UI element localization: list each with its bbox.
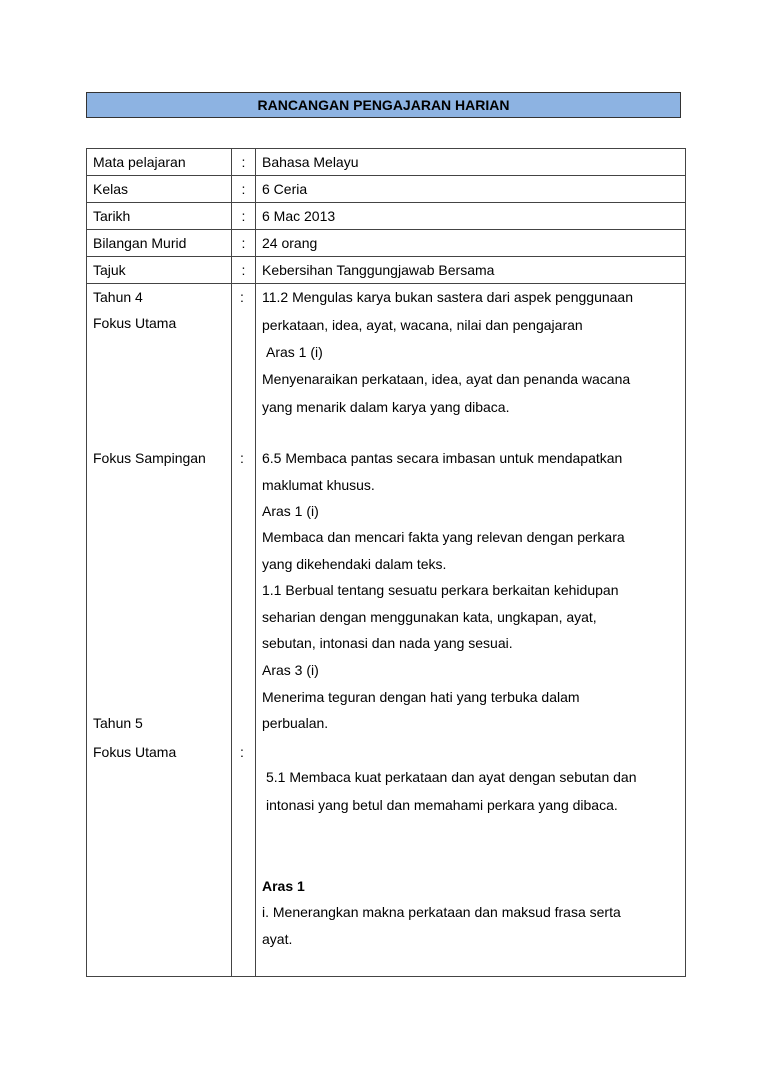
content-line: maklumat khusus. [262, 477, 375, 493]
row-value: 24 orang [256, 230, 686, 257]
table-row [87, 149, 686, 176]
focus-content-cell [256, 284, 686, 977]
focus-labels-cell [87, 284, 232, 977]
row-label: Kelas [87, 176, 232, 203]
label-tahun-4: Tahun 4 [93, 289, 143, 305]
row-separator: : [232, 230, 256, 257]
content-line: yang menarik dalam karya yang dibaca. [262, 399, 510, 415]
label-fokus-utama-2: Fokus Utama [93, 744, 177, 760]
content-line: 5.1 Membaca kuat perkataan dan ayat dengan sebutan dan [266, 769, 637, 785]
row-value: 6 Ceria [256, 176, 686, 203]
content-line: Aras 1 (i) [262, 503, 319, 519]
content-line: i. Menerangkan makna perkataan dan maksud frasa serta [262, 904, 621, 920]
content-line: 11.2 Mengulas karya bukan sastera dari aspek penggunaan [262, 289, 633, 305]
content-line: intonasi yang betul dan memahami perkara yang dibaca. [266, 797, 618, 813]
row-separator: : [240, 450, 244, 466]
row-label: Tajuk [87, 257, 232, 284]
table-row [87, 203, 686, 230]
row-label: Tarikh [87, 203, 232, 230]
row-separator: : [232, 176, 256, 203]
row-label: Bilangan Murid [87, 230, 232, 257]
lesson-info-table [86, 148, 686, 977]
document-title-bar [86, 92, 681, 118]
table-row [87, 257, 686, 284]
content-line: perbualan. [262, 715, 329, 731]
row-value: Bahasa Melayu [256, 149, 686, 176]
row-separator: : [240, 289, 244, 305]
content-line: Aras 3 (i) [262, 662, 319, 678]
label-tahun-5: Tahun 5 [93, 715, 143, 731]
document-title: RANCANGAN PENGAJARAN HARIAN [257, 97, 510, 113]
content-line: yang dikehendaki dalam teks. [262, 556, 447, 572]
row-value: 6 Mac 2013 [256, 203, 686, 230]
content-line: 1.1 Berbual tentang sesuatu perkara berkaitan kehidupan [262, 582, 619, 598]
label-fokus-sampingan: Fokus Sampingan [93, 450, 206, 466]
content-line: Membaca dan mencari fakta yang relevan dengan perkara [262, 529, 625, 545]
content-line: Menyenaraikan perkataan, idea, ayat dan penanda wacana [262, 371, 631, 387]
row-value: Kebersihan Tanggungjawab Bersama [256, 257, 686, 284]
table-row [87, 176, 686, 203]
row-label: Mata pelajaran [87, 149, 232, 176]
content-line: Aras 1 [262, 878, 305, 894]
row-separator: : [232, 149, 256, 176]
row-separator: : [240, 744, 244, 760]
content-line: seharian dengan menggunakan kata, ungkapan, ayat, [262, 609, 597, 625]
content-line: sebutan, intonasi dan nada yang sesuai. [262, 635, 513, 651]
row-separator: : [232, 203, 256, 230]
label-fokus-utama: Fokus Utama [93, 315, 177, 331]
row-separator: : [232, 257, 256, 284]
content-line: 6.5 Membaca pantas secara imbasan untuk mendapatkan [262, 450, 623, 466]
focus-colons-cell [232, 284, 256, 977]
content-line: Menerima teguran dengan hati yang terbuka dalam [262, 689, 580, 705]
table-row-focus [87, 284, 686, 977]
table-row [87, 230, 686, 257]
content-line: perkataan, idea, ayat, wacana, nilai dan pengajaran [262, 317, 583, 333]
content-line: ayat. [262, 931, 293, 947]
content-line: Aras 1 (i) [266, 344, 323, 360]
